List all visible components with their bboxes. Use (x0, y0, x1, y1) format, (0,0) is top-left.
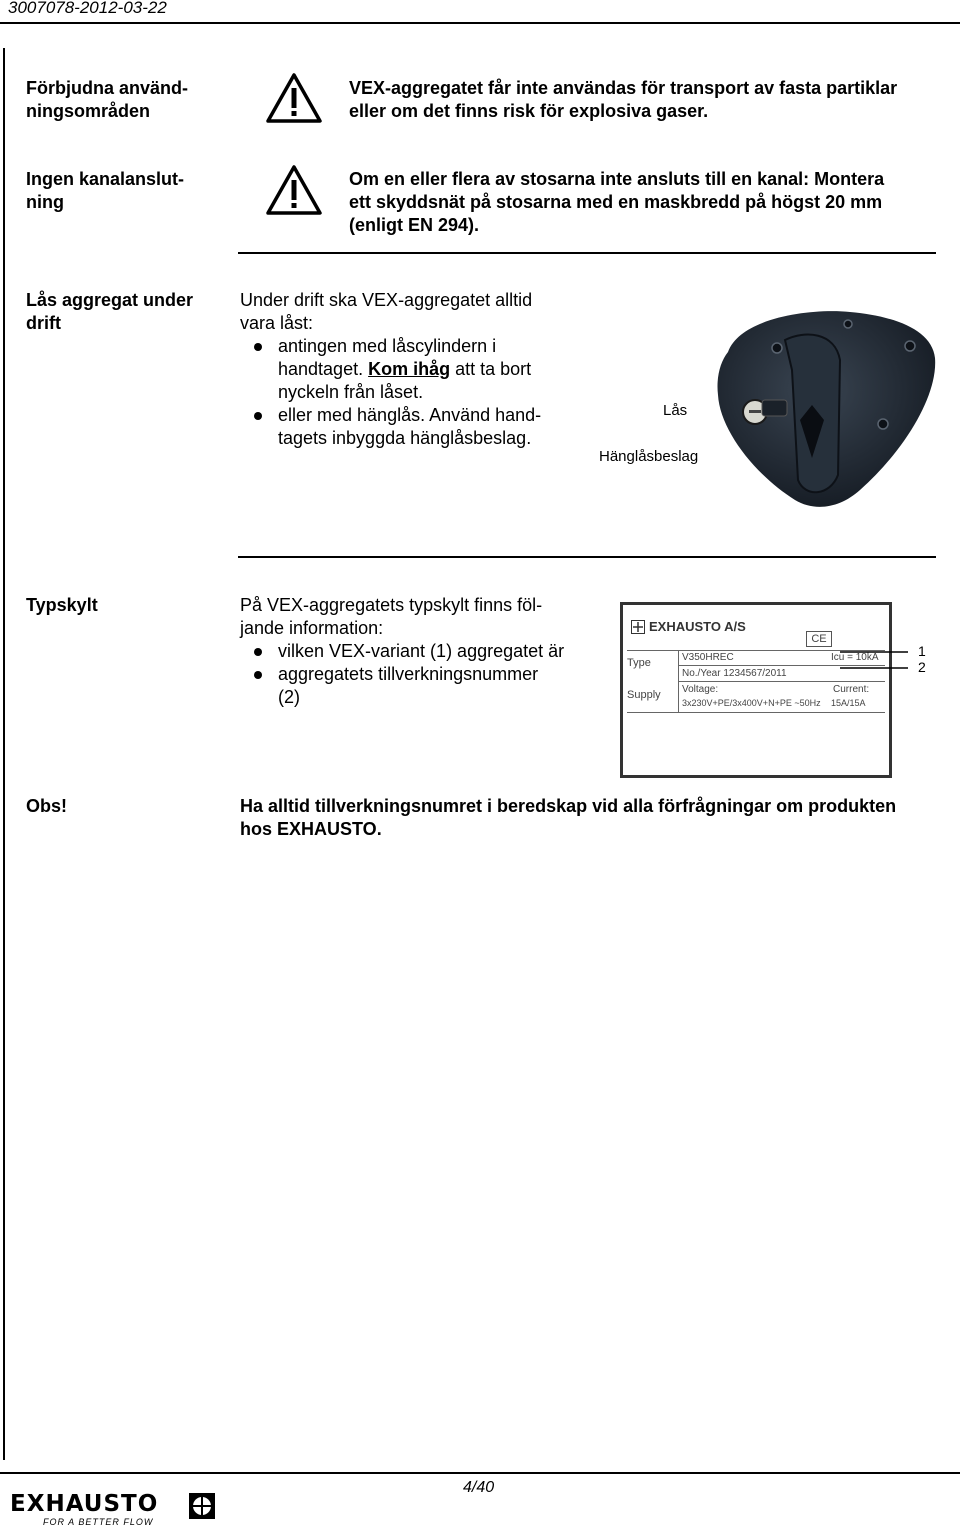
las-bullet-list (240, 335, 580, 450)
plate-voltage-label: Voltage: (682, 684, 719, 695)
plate-current-label: Current: (833, 684, 870, 695)
callout-2: 2 (918, 659, 926, 675)
logo-tagline: FOR A BETTER FLOW (43, 1517, 154, 1527)
list-item: antingen med låscylindern i handtaget. Kom ihåg att ta bort nyckeln från låset. (240, 335, 580, 404)
caption-las: Lås (663, 402, 688, 419)
plate-supply-label: Supply (627, 689, 661, 701)
plate-type-value: V350HREC (682, 652, 734, 663)
page-number: 4/40 (463, 1479, 495, 1496)
plate-icu: Icu = 10kA (831, 652, 879, 663)
section-label-typskylt: Typskylt (26, 595, 98, 615)
footer-rule (0, 1472, 960, 1474)
section-divider (238, 252, 936, 254)
section-label-las: Lås aggregat under drift (26, 290, 194, 333)
handle-photo (700, 300, 940, 512)
margin-rule (3, 48, 5, 1460)
list-item: vilken VEX-variant (1) aggregatet är (240, 640, 600, 663)
document-id: 3007078-2012-03-22 (8, 0, 167, 17)
ce-mark: CE (806, 631, 832, 647)
type-plate-image (620, 602, 892, 778)
obs-text: Ha alltid tillverkningsnumret i beredskap vid alla förfrågningar om produkten hos EXHAUSTO. (240, 796, 897, 839)
callout-lines (840, 648, 910, 672)
section-label-obs: Obs! (26, 796, 68, 816)
header-rule (0, 22, 960, 24)
plate-current-value: 15A/15A (831, 698, 866, 708)
plate-brand: EXHAUSTO A/S (649, 619, 746, 634)
warning-icon (265, 164, 323, 216)
exhausto-logo-icon (188, 1492, 216, 1520)
typskylt-text: På VEX-aggregatets typskylt finns föl- jande information: vilken VEX-variant (1) aggregatet är aggregatets tillverkningsnummer (2) (240, 594, 600, 709)
section-label-forbjudna: Förbjudna använd- ningsområden (26, 78, 188, 121)
typskylt-bullet-list (240, 640, 600, 709)
kanal-text: Om en eller flera av stosarna inte ansluts till en kanal: Montera ett skyddsnät på stosarna med en maskbredd på högst 20 mm (enligt EN 294). (349, 169, 885, 235)
section-label-kanal: Ingen kanalanslut- ning (26, 169, 185, 212)
callout-1: 1 (918, 643, 926, 659)
exhausto-logo: EXHAUSTO (10, 1491, 159, 1517)
emphasis-kom-ihag: Kom ihåg (368, 359, 451, 379)
las-text: Under drift ska VEX-aggregatet alltid vara låst: antingen med låscylindern i handtaget. Kom ihåg att ta bort nyckeln från låset. eller med hänglås. Använd hand- tagets inbyggda hänglåsbeslag. (240, 289, 580, 450)
list-item: eller med hänglås. Använd hand- tagets inbyggda hänglåsbeslag. (240, 404, 580, 450)
list-item: aggregatets tillverkningsnummer (2) (240, 663, 600, 709)
section-divider (238, 556, 936, 558)
plate-voltage-value: 3x230V+PE/3x400V+N+PE ~50Hz (682, 698, 821, 708)
warning-icon (265, 72, 323, 124)
forbjudna-text: VEX-aggregatet får inte användas för transport av fasta partiklar eller om det finns risk för explosiva gaser. (349, 78, 898, 121)
exhausto-mark-icon (631, 620, 645, 634)
plate-type-label: Type (627, 657, 651, 669)
plate-no-year: No./Year 1234567/2011 (682, 668, 787, 679)
caption-hanglasbeslag: Hänglåsbeslag (599, 448, 699, 465)
